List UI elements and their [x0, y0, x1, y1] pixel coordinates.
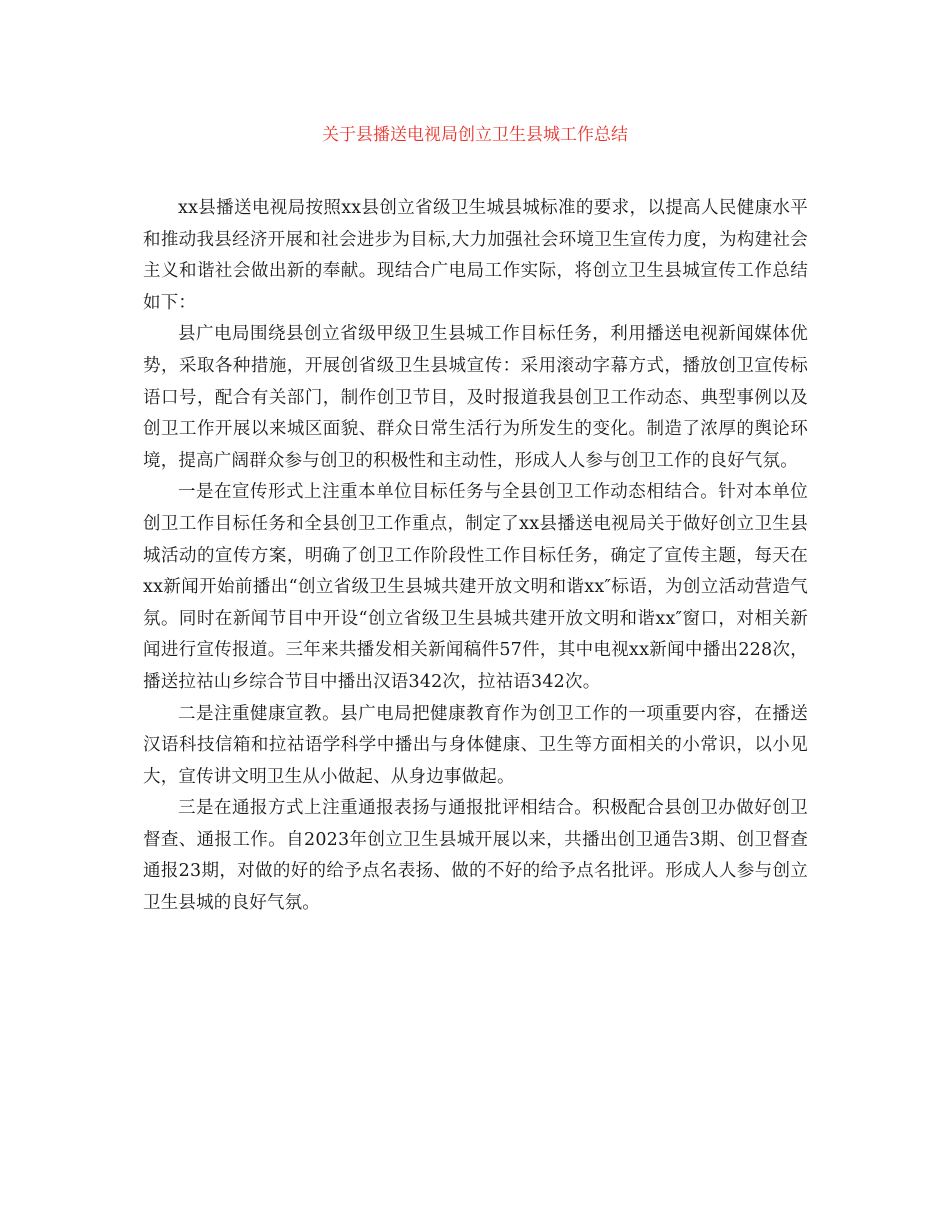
paragraph-point-one: 一是在宣传形式上注重本单位目标任务与全县创卫工作动态相结合。针对本单位创卫工作目标任务和全县创卫工作重点，制定了xx县播送电视局关于做好创立卫生县城活动的宣传方案，明确了创卫工作阶段性工作目标任务，确定了宣传主题，每天在xx新闻开始前播出“创立省级卫生县城共建开放文明和谐xx″标语，为创立活动营造气氛。同时在新闻节目中开设“创立省级卫生县城共建开放文明和谐xx″窗口，对相关新闻进行宣传报道。三年来共播发相关新闻稿件57件，其中电视xx新闻中播出228次，播送拉祜山乡综合节目中播出汉语342次，拉祜语342次。 [143, 482, 808, 692]
paragraph-point-two: 二是注重健康宣教。县广电局把健康教育作为创卫工作的一项重要内容，在播送汉语科技信箱和拉祜语学科学中播出与身体健康、卫生等方面相关的小常识，以小见大，宣传讲文明卫生从小做起、从身边事做起。 [143, 703, 808, 787]
paragraph-point-three: 三是在通报方式上注重通报表扬与通报批评相结合。积极配合县创卫办做好创卫督查、通报工作。自2023年创立卫生县城开展以来，共播出创卫通告3期、创卫督查通报23期，对做的好的给予点名表扬、做的不好的给予点名批评。形成人人参与创立卫生县城的良好气氛。 [143, 798, 808, 914]
paragraph-intro: xx县播送电视局按照xx县创立省级卫生城县城标准的要求，以提高人民健康水平和推动我县经济开展和社会进步为目标,大力加强社会环境卫生宣传力度，为构建社会主义和谐社会做出新的奉献。现结合广电局工作实际，将创立卫生县城宣传工作总结如下： [143, 198, 808, 313]
document-title: 关于县播送电视局创立卫生县城工作总结 [322, 125, 628, 145]
paragraph-overview: 县广电局围绕县创立省级甲级卫生县城工作目标任务，利用播送电视新闻媒体优势，采取各种措施，开展创省级卫生县城宣传：采用滚动字幕方式，播放创卫宣传标语口号，配合有关部门，制作创卫节目，及时报道我县创卫工作动态、典型事例以及创卫工作开展以来城区面貌、群众日常生活行为所发生的变化。制造了浓厚的舆论环境，提高广阔群众参与创卫的积极性和主动性，形成人人参与创卫工作的良好气氛。 [143, 324, 808, 471]
document-body [143, 193, 808, 920]
